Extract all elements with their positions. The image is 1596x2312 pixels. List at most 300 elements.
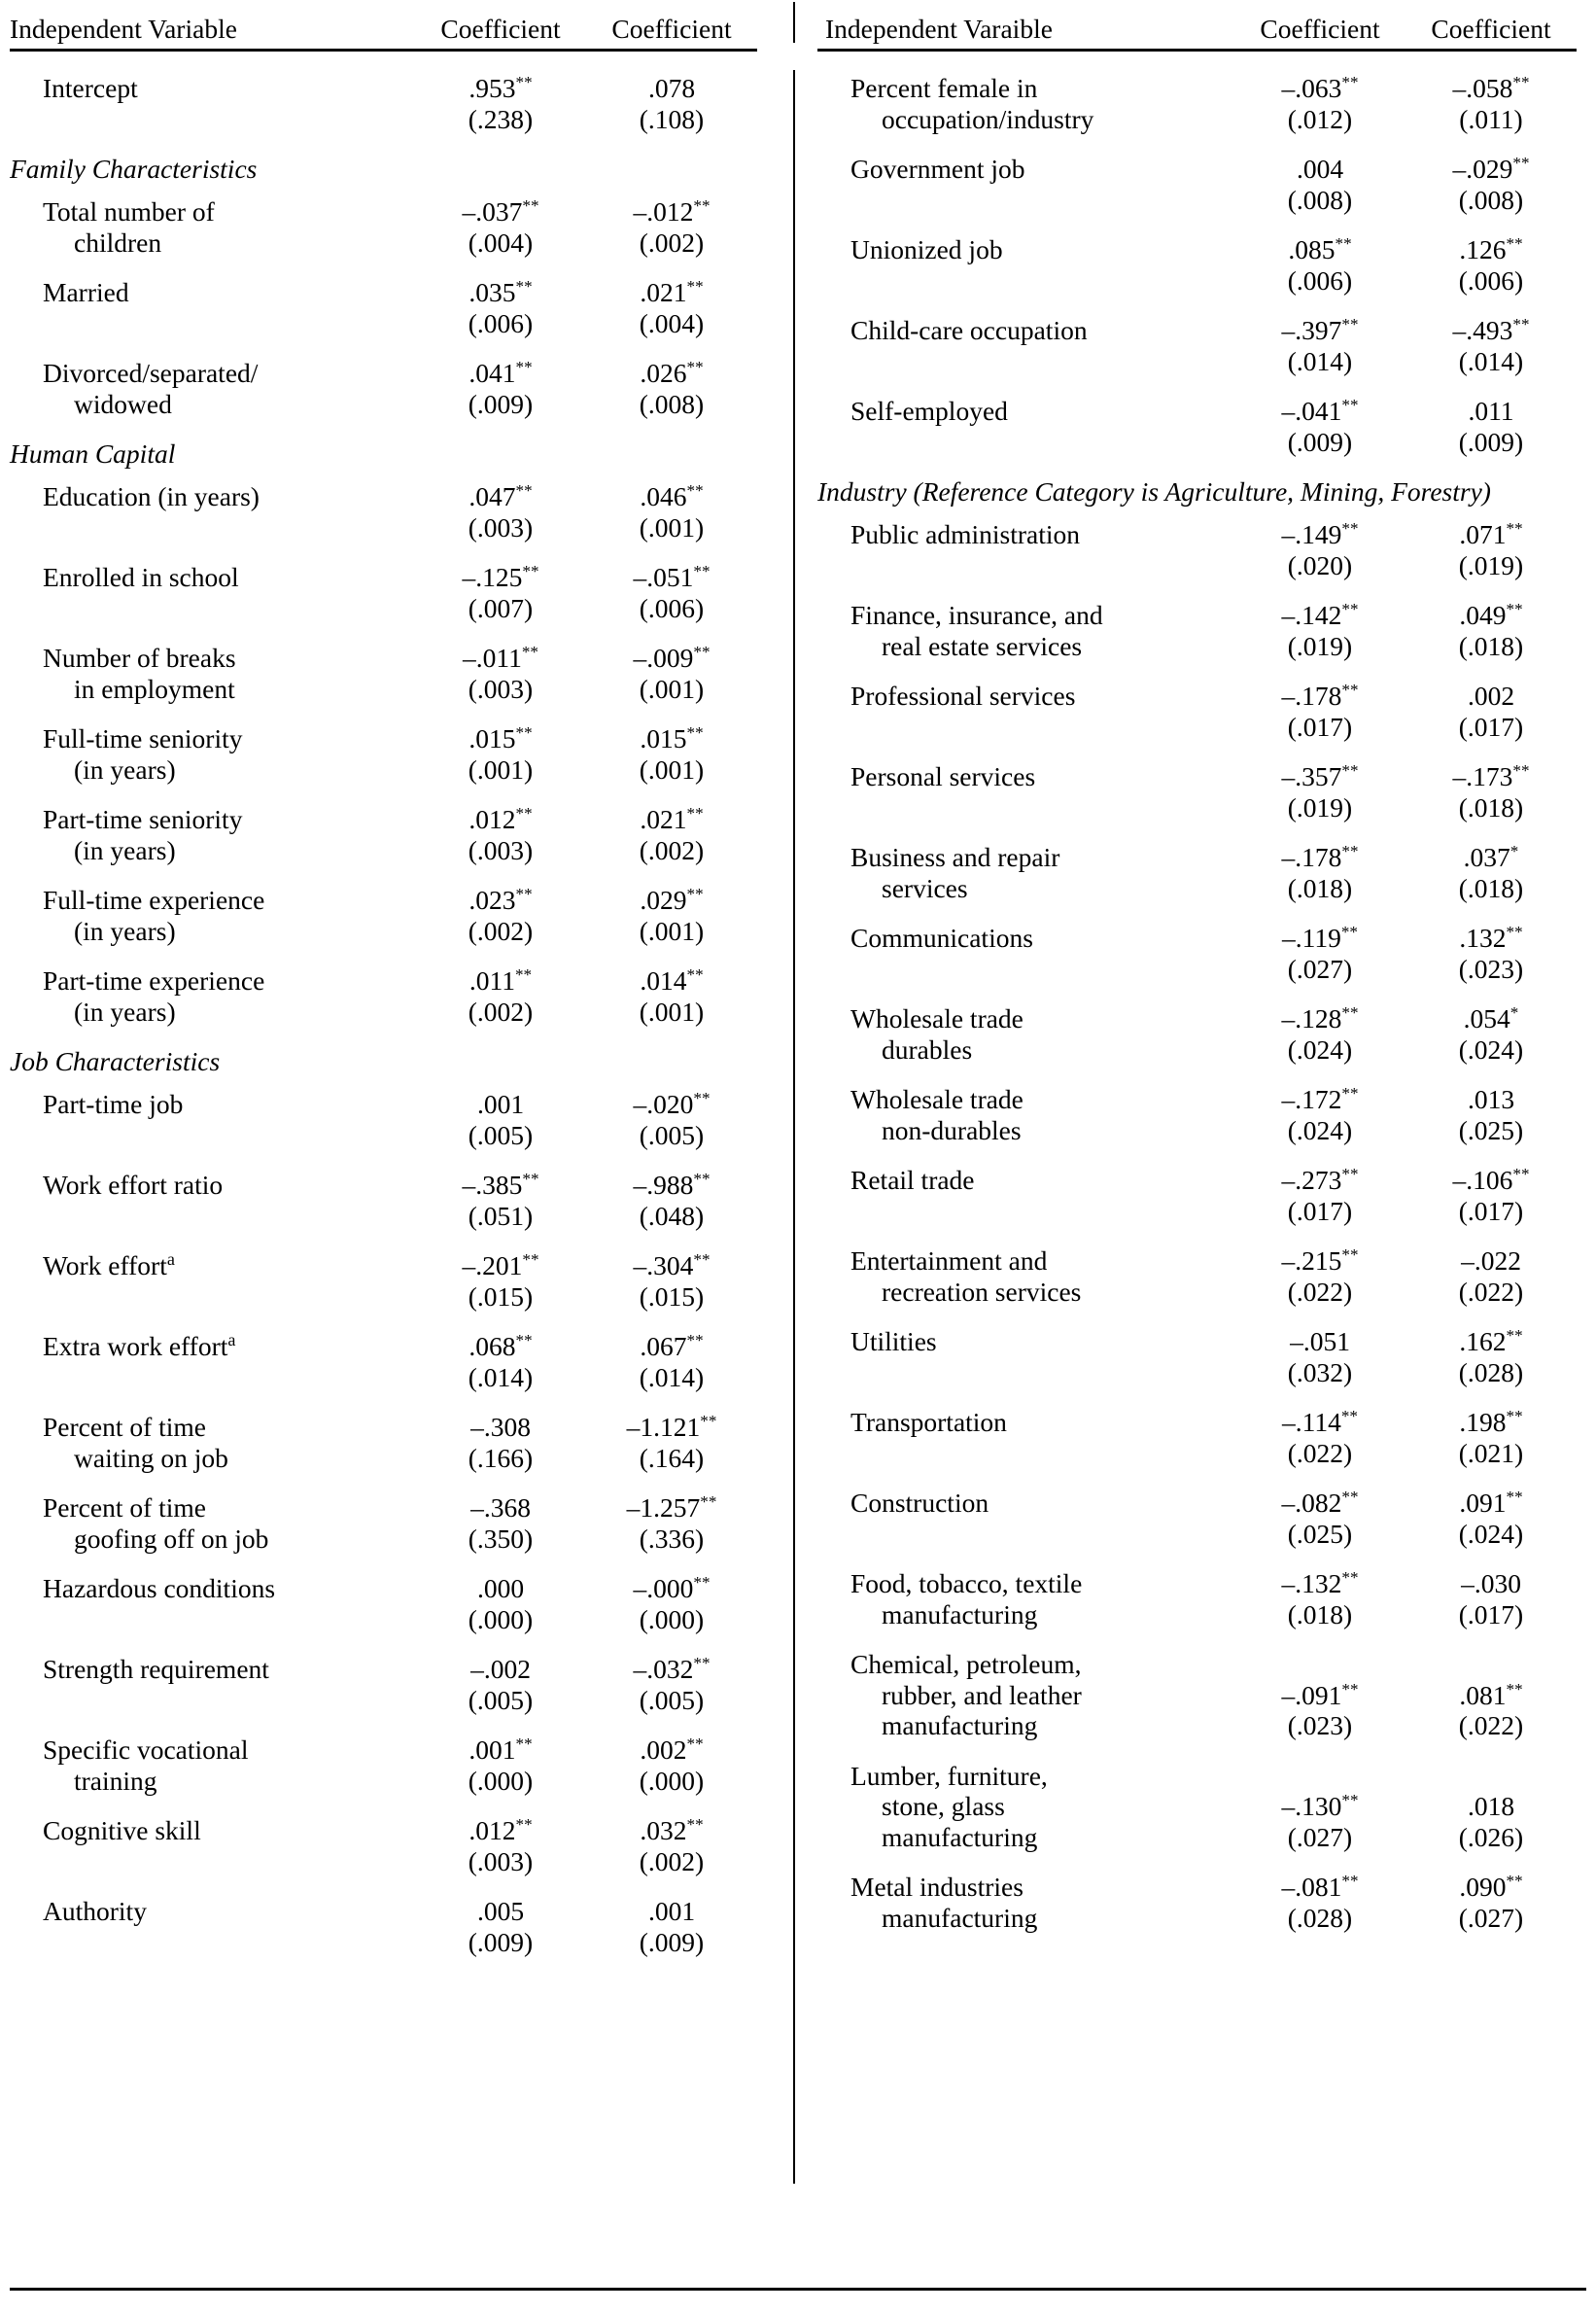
table-row [10,965,757,1027]
coefficient-cell-1 [415,1734,586,1796]
variable-label-continuation: waiting on job [74,1442,228,1473]
coefficient-cell-2 [586,1734,757,1796]
variable-label-continuation: durables [882,1033,973,1065]
coefficient-cell-1 [1234,1407,1405,1468]
coefficient-cell-1 [415,481,586,543]
significance-marker: ** [700,1411,717,1430]
coefficient-value: .018 [1467,1791,1515,1821]
standard-error-value: (.025) [1287,1518,1353,1549]
significance-marker: ** [1506,599,1523,618]
table-row [10,1250,757,1312]
variable-label: Business and repair services [817,842,1234,903]
standard-error-value: (.000) [639,1603,705,1634]
table-row [817,1326,1577,1387]
standard-error-value: (.007) [468,592,534,623]
coefficient-value: –.082** [1281,1487,1359,1518]
standard-error-value: (.006) [468,307,534,338]
standard-error-value: (.017) [1287,711,1353,742]
standard-error-value: (.009) [1458,426,1524,457]
standard-error-value: (.020) [1287,549,1353,580]
standard-error-value: (.025) [1458,1114,1524,1145]
standard-error-value: (.002) [639,834,705,865]
table-row [817,1649,1577,1741]
table-row [10,196,757,258]
standard-error-value: (.022) [1287,1276,1353,1307]
footnote-marker: a [166,1248,175,1269]
significance-marker: ** [686,884,704,903]
coefficient-value: –.178** [1281,680,1359,711]
variable-label: Entertainment and recreation services [817,1245,1234,1307]
standard-error-value: (.003) [468,834,534,865]
significance-marker: ** [1506,1406,1523,1425]
coefficient-cell-1 [1234,1488,1405,1549]
significance-marker: ** [1506,1325,1523,1345]
significance-marker: ** [1506,518,1523,538]
coefficient-cell-1 [1234,154,1405,215]
coefficient-value: .005 [476,1896,525,1926]
coefficient-value: –.012** [633,195,711,227]
coefficient-cell-2 [586,1492,757,1554]
coefficient-cell-2 [1405,1488,1577,1549]
variable-label-continuation: manufacturing [882,1821,1038,1852]
table-row [817,315,1577,376]
table-bottom-rule [10,2288,1586,2291]
significance-marker: ** [686,276,704,296]
standard-error-value: (.006) [1458,264,1524,296]
coefficient-cell-1 [1234,1003,1405,1065]
coefficient-cell-1 [415,804,586,865]
standard-error-value: (.006) [639,592,705,623]
standard-error-value: (.019) [1287,630,1353,661]
standard-error-value: (.014) [1287,345,1353,376]
coefficient-value: –.037** [462,195,539,227]
standard-error-value: (.336) [639,1523,705,1554]
table-row [10,358,757,419]
coefficient-cell-1 [1234,1649,1405,1741]
significance-marker: ** [1512,314,1530,333]
significance-marker: ** [515,357,533,376]
significance-marker: ** [693,1572,711,1592]
right-panel [782,0,1577,2312]
standard-error-value: (.027) [1287,953,1353,984]
significance-marker: ** [686,803,704,823]
significance-marker: ** [686,1734,704,1753]
coefficient-cell-1 [415,1170,586,1231]
significance-marker: ** [1341,1164,1359,1183]
coefficient-value: –.029** [1452,153,1530,184]
significance-marker: ** [686,722,704,742]
coefficient-cell-2 [1405,1568,1577,1629]
coefficient-cell-1 [1234,681,1405,742]
coefficient-cell-2 [586,481,757,543]
coefficient-cell-1 [415,1573,586,1634]
variable-label: Finance, insurance, and real estate services [817,600,1234,661]
significance-marker: ** [686,964,704,984]
significance-marker: ** [1340,922,1358,941]
significance-marker: ** [1341,1487,1359,1506]
coefficient-cell-2 [1405,681,1577,742]
standard-error-value: (.027) [1287,1821,1353,1852]
coefficient-cell-1 [415,1331,586,1392]
standard-error-value: (.019) [1458,549,1524,580]
section-heading: Family Characteristics [10,154,258,184]
significance-marker: ** [515,1330,533,1349]
coefficient-value: .004 [1296,154,1344,184]
significance-marker: ** [515,1814,533,1834]
coefficient-cell-1 [415,277,586,338]
table-row [10,804,757,865]
coefficient-value: .078 [647,73,696,103]
variable-label: Percent of time goofing off on job [10,1492,415,1554]
significance-marker: ** [1335,233,1352,253]
coefficient-value: .071** [1459,518,1523,549]
coefficient-cell-2 [1405,1326,1577,1387]
standard-error-value: (.009) [468,1926,534,1957]
variable-label-continuation: (in years) [74,915,176,946]
significance-marker: ** [515,1734,533,1753]
significance-marker: ** [515,803,533,823]
coefficient-cell-1 [415,965,586,1027]
significance-marker: ** [522,561,539,580]
coefficient-value: .054* [1463,1002,1519,1033]
right-header-coefficient-2: Coefficient [1431,13,1551,44]
coefficient-cell-2 [1405,234,1577,296]
coefficient-value: .029** [640,884,704,915]
significance-marker: ** [1341,1679,1359,1699]
significance-marker: ** [521,642,538,661]
coefficient-cell-2 [1405,73,1577,134]
coefficient-cell-2 [586,358,757,419]
table-row [10,1170,757,1231]
table-panels [10,0,1586,2312]
coefficient-value: .035** [468,276,533,307]
coefficient-cell-1 [1234,1084,1405,1145]
standard-error-value: (.019) [1287,791,1353,823]
variable-label: Specific vocational training [10,1734,415,1796]
table-row [817,1003,1577,1065]
coefficient-value: .049** [1459,599,1523,630]
variable-label: Education (in years) [43,481,260,511]
standard-error-value: (.001) [468,753,534,785]
variable-label: Strength requirement [43,1654,269,1684]
variable-label: Communications [850,923,1033,953]
variable-label-continuation: manufacturing [882,1598,1038,1629]
coefficient-cell-1 [415,1492,586,1554]
coefficient-value: .012** [468,803,533,834]
coefficient-value: .032** [640,1814,704,1845]
coefficient-cell-1 [415,1815,586,1876]
standard-error-value: (.024) [1458,1033,1524,1065]
coefficient-value: –.051** [633,561,711,592]
coefficient-value: .021** [640,276,704,307]
variable-label: Unionized job [850,234,1003,264]
table-row [817,1488,1577,1549]
significance-marker: ** [693,561,711,580]
coefficient-cell-1 [415,885,586,946]
coefficient-value: .012** [468,1814,533,1845]
coefficient-value: –.125** [462,561,539,592]
significance-marker: ** [522,1169,539,1188]
section-heading: Human Capital [10,438,176,469]
variable-label: Percent female in occupation/industry [817,73,1234,134]
significance-marker: ** [1341,760,1359,780]
variable-label-continuation: real estate services [882,630,1083,661]
table-row [10,73,757,134]
variable-label: Retail trade [850,1165,975,1195]
coefficient-value: .023** [468,884,533,915]
coefficient-value: –1.257** [626,1491,717,1523]
significance-marker: ** [1506,1871,1523,1890]
coefficient-value: –.106** [1452,1164,1530,1195]
coefficient-cell-2 [586,277,757,338]
coefficient-cell-2 [586,196,757,258]
coefficient-cell-2 [1405,1761,1577,1853]
coefficient-cell-2 [1405,1165,1577,1226]
coefficient-value: .126** [1459,233,1523,264]
coefficient-value: .085** [1288,233,1352,264]
variable-label: Child-care occupation [850,315,1088,345]
coefficient-value: .002 [1467,681,1515,711]
footnote-marker: a [227,1329,236,1349]
coefficient-value: –.173** [1452,760,1530,791]
significance-marker: ** [1506,1679,1523,1699]
significance-marker: ** [1506,1487,1523,1506]
standard-error-value: (.108) [639,103,705,134]
coefficient-value: –.058** [1452,72,1530,103]
coefficient-value: –.142** [1281,599,1359,630]
standard-error-value: (.001) [639,915,705,946]
variable-label-continuation: (in years) [74,834,176,865]
standard-error-value: (.021) [1458,1437,1524,1468]
coefficient-value: .001 [476,1089,525,1119]
coefficient-cell-2 [1405,1407,1577,1468]
coefficient-value: .046** [640,480,704,511]
table-row [817,761,1577,823]
coefficient-cell-1 [415,73,586,134]
significance-marker: ** [1341,72,1359,91]
coefficient-cell-1 [1234,73,1405,134]
table-row [817,154,1577,215]
significance-marker: ** [522,195,539,215]
table-row [10,1654,757,1715]
standard-error-value: (.001) [639,511,705,543]
coefficient-cell-2 [586,723,757,785]
coefficient-value: .001** [468,1734,533,1765]
variable-label-continuation: training [74,1765,157,1796]
coefficient-value: –.368 [470,1492,531,1523]
coefficient-value: –.130** [1281,1790,1359,1821]
coefficient-value: –.009** [633,642,711,673]
coefficient-cell-2 [1405,761,1577,823]
significance-marker: ** [515,884,533,903]
significance-marker: ** [515,72,533,91]
standard-error-value: (.164) [639,1442,705,1473]
significance-marker: ** [522,1249,539,1269]
significance-marker: ** [693,1169,711,1188]
standard-error-value: (.008) [639,388,705,419]
coefficient-value: –.041** [1281,395,1359,426]
variable-label: Lumber, furniture, stone, glass manufacturing [817,1761,1234,1853]
coefficient-value: –.030 [1461,1568,1521,1598]
variable-label: Wholesale trade durables [817,1003,1234,1065]
significance-marker: ** [1341,841,1359,860]
significance-marker: ** [1341,395,1359,414]
standard-error-value: (.048) [639,1200,705,1231]
significance-marker: ** [1341,1002,1359,1022]
standard-error-value: (.003) [468,673,534,704]
left-body [10,52,757,1957]
coefficient-value: .091** [1459,1487,1523,1518]
standard-error-value: (.017) [1458,711,1524,742]
variable-label: Personal services [850,761,1036,791]
table-row [817,842,1577,903]
left-header-coefficient-2: Coefficient [611,13,732,44]
coefficient-cell-1 [1234,1872,1405,1933]
coefficient-value: –.178** [1281,841,1359,872]
coefficient-value: .041** [468,357,533,388]
significance-marker: ** [515,722,533,742]
standard-error-value: (.008) [1458,184,1524,215]
standard-error-value: (.002) [468,996,534,1027]
variable-label: Authority [43,1896,147,1926]
variable-label: Wholesale trade non-durables [817,1084,1234,1145]
standard-error-value: (.023) [1287,1710,1353,1740]
coefficient-value: –.172** [1281,1083,1359,1114]
table-row [817,1084,1577,1145]
coefficient-value: –.032** [633,1653,711,1684]
standard-error-value: (.028) [1287,1902,1353,1933]
coefficient-value: .067** [640,1330,704,1361]
variable-label-continuation: in employment [74,673,235,704]
significance-marker: * [1509,1002,1519,1022]
variable-label-continuation: rubber, and leather [882,1679,1082,1710]
coefficient-cell-2 [586,1331,757,1392]
coefficient-cell-1 [415,643,586,704]
significance-marker: ** [686,357,704,376]
coefficient-value: .068** [468,1330,533,1361]
standard-error-value: (.001) [639,753,705,785]
variable-label: Food, tobacco, textile manufacturing [817,1568,1234,1629]
coefficient-cell-1 [1234,315,1405,376]
coefficient-value: –.091** [1281,1679,1359,1710]
variable-label: Public administration [850,519,1081,549]
section-heading: Job Characteristics [10,1046,221,1076]
coefficient-value: .047** [468,480,533,511]
variable-label-continuation: stone, glass [882,1791,1005,1821]
coefficient-cell-2 [1405,923,1577,984]
coefficient-value: –.011** [463,642,538,673]
coefficient-value: –.273** [1281,1164,1359,1195]
standard-error-value: (.014) [639,1361,705,1392]
significance-marker: ** [1512,153,1530,172]
coefficient-value: .015** [468,722,533,753]
coefficient-cell-2 [1405,842,1577,903]
coefficient-value: .014** [640,964,704,996]
coefficient-value: .000 [476,1573,525,1603]
significance-marker: ** [1341,599,1359,618]
standard-error-value: (.027) [1458,1902,1524,1933]
coefficient-cell-1 [1234,842,1405,903]
significance-marker: ** [1341,314,1359,333]
coefficient-value: –.397** [1281,314,1359,345]
coefficient-cell-1 [415,1412,586,1473]
table-row [817,681,1577,742]
variable-label-continuation: widowed [74,388,172,419]
table-row [817,519,1577,580]
variable-label: Enrolled in school [43,562,239,592]
right-body [817,52,1577,1933]
variable-label-continuation: non-durables [882,1114,1022,1145]
variable-label: Transportation [850,1407,1007,1437]
table-row [817,600,1577,661]
coefficient-value: .090** [1459,1871,1523,1902]
variable-label: Part-time job [43,1089,184,1119]
standard-error-value: (.000) [468,1765,534,1796]
coefficient-value: –.022 [1461,1245,1521,1276]
left-panel [10,0,782,2312]
variable-label-continuation: (in years) [74,753,176,785]
coefficient-cell-2 [586,1170,757,1231]
standard-error-value: (.001) [639,996,705,1027]
standard-error-value: (.024) [1287,1114,1353,1145]
coefficient-cell-1 [415,196,586,258]
coefficient-cell-2 [586,73,757,134]
coefficient-cell-1 [1234,396,1405,457]
coefficient-value: –.308 [470,1412,531,1442]
significance-marker: ** [1512,72,1530,91]
significance-marker: ** [1341,518,1359,538]
variable-label-continuation: children [74,227,162,258]
table-row [817,1245,1577,1307]
table-row [10,885,757,946]
coefficient-value: –.128** [1281,1002,1359,1033]
standard-error-value: (.002) [639,1845,705,1876]
coefficient-value: .198** [1459,1406,1523,1437]
standard-error-value: (.024) [1287,1033,1353,1065]
standard-error-value: (.024) [1458,1518,1524,1549]
significance-marker: ** [686,1814,704,1834]
variable-label: Divorced/separated/ widowed [10,358,415,419]
coefficient-cell-1 [1234,761,1405,823]
coefficient-cell-2 [586,643,757,704]
coefficient-cell-2 [1405,600,1577,661]
standard-error-value: (.017) [1458,1195,1524,1226]
table-row [10,1331,757,1392]
variable-label-continuation: occupation/industry [882,103,1094,134]
coefficient-cell-2 [1405,1649,1577,1741]
standard-error-value: (.005) [639,1684,705,1715]
coefficient-value: .002** [640,1734,704,1765]
significance-marker: ** [1512,760,1530,780]
standard-error-value: (.005) [639,1119,705,1150]
coefficient-value: .037* [1463,841,1519,872]
coefficient-cell-1 [1234,1326,1405,1387]
coefficient-cell-2 [586,1412,757,1473]
coefficient-cell-2 [1405,315,1577,376]
coefficient-value: .081** [1459,1679,1523,1710]
table-row [10,643,757,704]
significance-marker: ** [1341,1567,1359,1587]
left-header-variable: Independent Variable [10,13,237,44]
variable-label: Chemical, petroleum, rubber, and leather manufacturing [817,1649,1234,1741]
table-row [10,1734,757,1796]
coefficient-value: –.063** [1281,72,1359,103]
coefficient-value: .011 [1468,396,1514,426]
coefficient-cell-1 [415,358,586,419]
variable-label: Cognitive skill [43,1815,201,1845]
standard-error-value: (.000) [468,1603,534,1634]
standard-error-value: (.026) [1458,1821,1524,1852]
